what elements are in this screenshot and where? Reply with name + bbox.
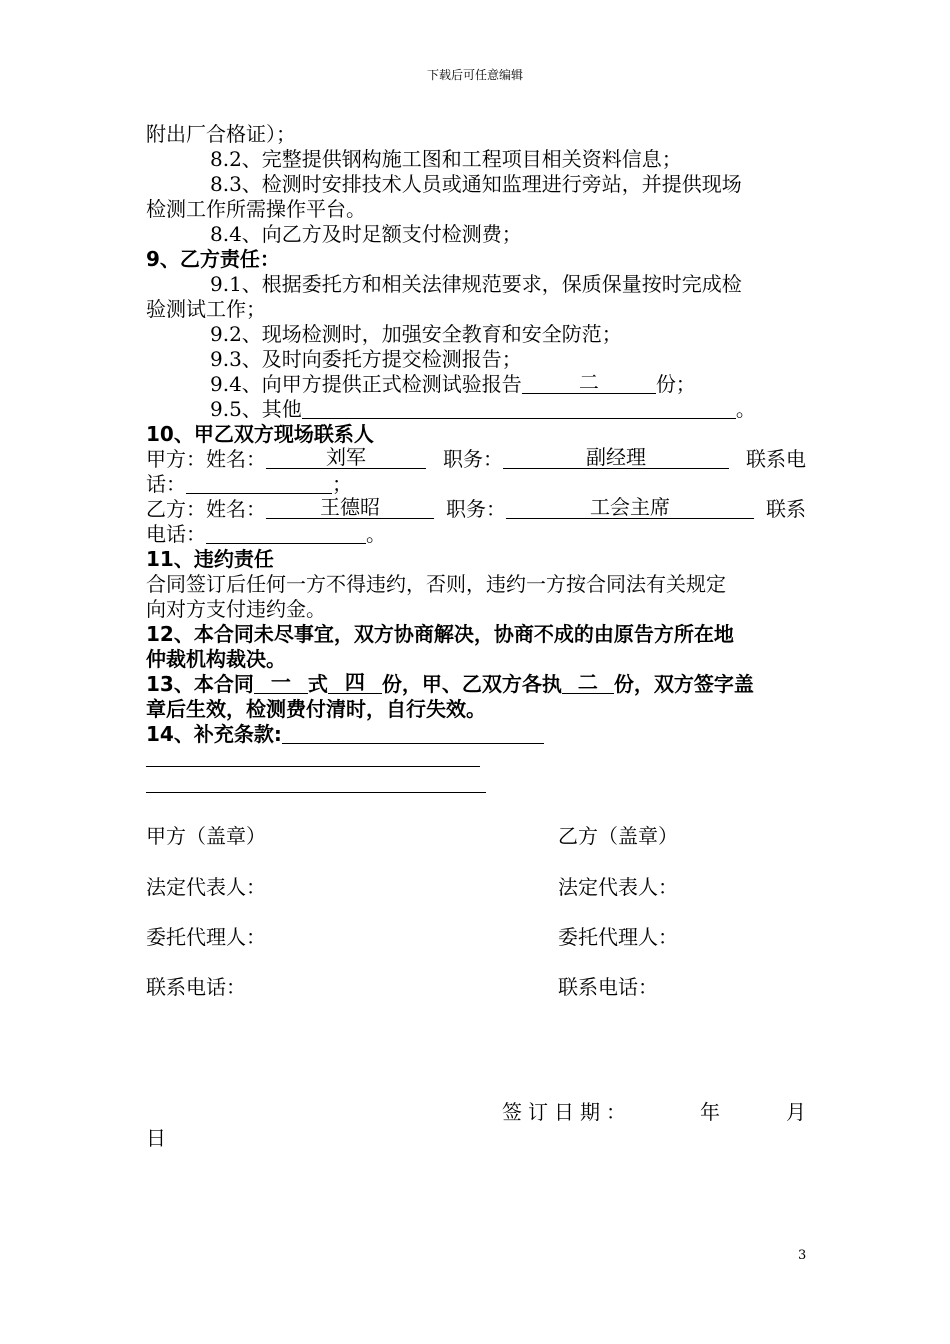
section-10-heading: 10、甲乙双方现场联系人 xyxy=(146,422,374,446)
section-14-text: 14、补充条款: xyxy=(146,722,282,746)
section-13-mid2: 份，甲、乙双方各执 xyxy=(381,672,562,696)
clause-9-5-text: 9.5、其他 xyxy=(210,397,302,421)
signing-month: 月 xyxy=(786,1100,806,1124)
party-a-tel-end: ； xyxy=(332,472,352,496)
party-b-duty-field[interactable]: 工会主席 xyxy=(506,497,754,519)
party-b-rep: 法定代表人： xyxy=(558,875,678,899)
clause-9-1: 9.1、根据委托方和相关法律规范要求，保质保量按时完成检 xyxy=(210,272,742,296)
section-13-mid: 式 xyxy=(307,672,328,696)
report-count-field[interactable]: 二 xyxy=(522,372,656,394)
section-11-heading: 11、违约责任 xyxy=(146,547,274,571)
clause-8-2: 8.2、完整提供钢构施工图和工程项目相关资料信息； xyxy=(210,147,682,171)
party-b-name-field[interactable]: 王德昭 xyxy=(266,497,434,519)
party-a-contact xyxy=(146,447,806,472)
section-13-text: 13、本合同 xyxy=(146,672,254,696)
clause-8-3-cont: 检测工作所需操作平台。 xyxy=(146,197,366,221)
party-a-name-field[interactable]: 刘军 xyxy=(266,447,426,469)
signing-day: 日 xyxy=(146,1126,166,1150)
copy-each-field[interactable]: 二 xyxy=(562,672,614,694)
party-b-tel xyxy=(146,522,806,547)
page-number: 3 xyxy=(798,1248,807,1263)
supplement-line-2[interactable] xyxy=(146,766,480,767)
page-header: 下载后可任意编辑 xyxy=(426,68,523,82)
copy-total-field[interactable]: 四 xyxy=(328,672,382,694)
party-a-phone: 联系电话： xyxy=(146,975,246,999)
clause-8-3: 8.3、检测时安排技术人员或通知监理进行旁站，并提供现场 xyxy=(210,172,742,196)
clause-9-2: 9.2、现场检测时，加强安全教育和安全防范； xyxy=(210,322,622,346)
party-b-tel-field[interactable] xyxy=(206,522,366,544)
clause-text: 附出厂合格证）； xyxy=(146,122,296,146)
other-field[interactable] xyxy=(302,397,736,419)
signing-date-label: 签订日期： xyxy=(502,1100,632,1124)
party-a-duty-label: 职务： xyxy=(443,447,503,471)
clause-9-4-end: 份； xyxy=(655,372,696,396)
section-13-heading xyxy=(146,672,806,697)
contract-body xyxy=(146,122,806,747)
party-a-duty-field[interactable]: 副经理 xyxy=(503,447,729,469)
clause-9-1-cont: 验测试工作； xyxy=(146,297,266,321)
clause-11-text: 合同签订后任何一方不得违约，否则，违约一方按合同法有关规定 xyxy=(146,572,726,596)
party-b-contact xyxy=(146,497,806,522)
clause-9-3: 9.3、及时向委托方提交检测报告； xyxy=(210,347,522,371)
clause-9-4 xyxy=(146,372,806,397)
party-b-tel-label: 联系 xyxy=(766,497,806,521)
supplement-field[interactable] xyxy=(282,722,544,744)
clause-11-cont: 向对方支付违约金。 xyxy=(146,597,326,621)
clause-9-5-end: 。 xyxy=(735,397,756,421)
party-a-rep: 法定代表人： xyxy=(146,875,266,899)
party-b-agent: 委托代理人： xyxy=(558,925,678,949)
section-12-heading: 12、本合同未尽事宜，双方协商解决，协商不成的由原告方所在地 xyxy=(146,622,734,646)
party-b-tel-label2: 电话： xyxy=(146,522,206,546)
signing-year: 年 xyxy=(700,1100,720,1124)
party-a-seal: 甲方（盖章） xyxy=(146,824,266,848)
party-a-name-label: 甲方：姓名： xyxy=(146,447,266,471)
section-9-heading: 9、乙方责任： xyxy=(146,247,280,271)
party-a-tel xyxy=(146,472,806,497)
party-a-tel-label2: 话： xyxy=(146,472,186,496)
party-a-tel-field[interactable] xyxy=(186,472,332,494)
clause-9-5 xyxy=(146,397,806,422)
party-b-name-label: 乙方：姓名： xyxy=(146,497,266,521)
party-b-phone: 联系电话： xyxy=(558,975,658,999)
party-b-seal: 乙方（盖章） xyxy=(558,824,678,848)
copy-count-field[interactable]: 一 xyxy=(254,672,308,694)
clause-9-4-text: 9.4、向甲方提供正式检测试验报告 xyxy=(210,372,522,396)
clause-8-4: 8.4、向乙方及时足额支付检测费； xyxy=(210,222,522,246)
party-a-tel-label: 联系电 xyxy=(746,447,806,471)
section-12-cont: 仲裁机构裁决。 xyxy=(146,647,286,671)
section-13-cont: 章后生效，检测费付清时，自行失效。 xyxy=(146,697,486,721)
supplement-line-3[interactable] xyxy=(146,792,486,793)
party-b-tel-end: 。 xyxy=(366,522,386,546)
section-13-end: 份，双方签字盖 xyxy=(613,672,754,696)
section-14-heading xyxy=(146,722,806,747)
party-a-agent: 委托代理人： xyxy=(146,925,266,949)
party-b-duty-label: 职务： xyxy=(446,497,506,521)
